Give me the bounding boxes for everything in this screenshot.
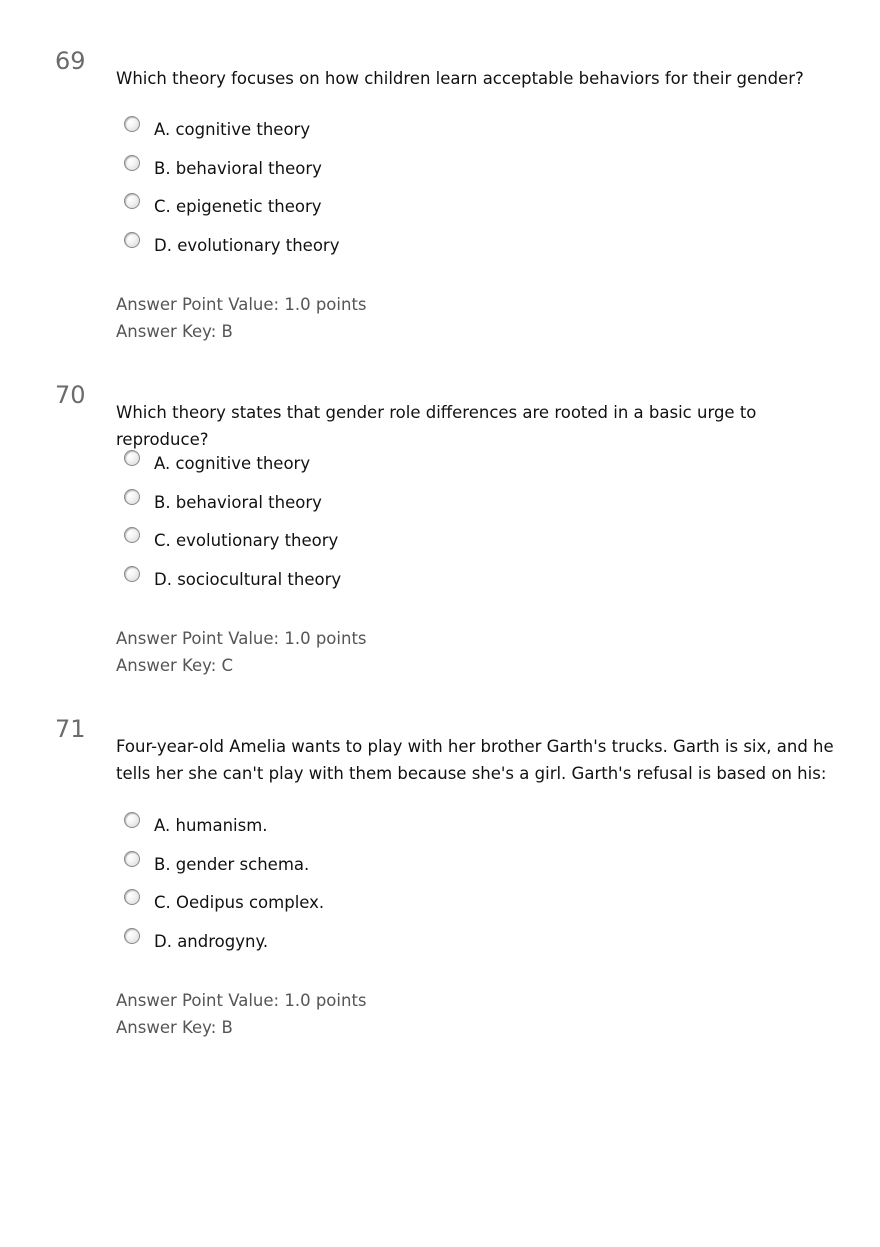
radio-button-icon[interactable] (124, 812, 140, 828)
answer-options (124, 116, 339, 270)
option-a[interactable] (124, 812, 324, 851)
option-label: B. behavioral theory (154, 492, 322, 512)
option-label: C. Oedipus complex. (154, 893, 325, 912)
option-label: A. cognitive theory (154, 120, 311, 139)
option-label: D. androgyny. (154, 931, 269, 951)
option-a[interactable] (124, 450, 341, 489)
option-label: A. cognitive theory (154, 454, 311, 473)
option-d[interactable] (124, 566, 341, 605)
option-c[interactable] (124, 889, 324, 928)
option-label: A. humanism. (154, 816, 268, 835)
option-d[interactable] (124, 232, 339, 271)
question-text: Which theory states that gender role differences are rooted in a basic urge to reproduce? (116, 403, 757, 449)
option-b[interactable] (124, 155, 339, 194)
option-label: D. evolutionary theory (154, 235, 340, 255)
answer-meta (116, 625, 367, 679)
radio-button-icon[interactable] (124, 232, 140, 248)
radio-button-icon[interactable] (124, 489, 140, 505)
point-value: Answer Point Value: 1.0 points (116, 295, 367, 314)
option-c[interactable] (124, 527, 341, 566)
option-label: D. sociocultural theory (154, 569, 342, 589)
radio-button-icon[interactable] (124, 527, 140, 543)
option-label: B. behavioral theory (154, 158, 322, 178)
answer-meta (116, 987, 367, 1041)
answer-key: Answer Key: B (116, 322, 233, 341)
radio-button-icon[interactable] (124, 450, 140, 466)
option-d[interactable] (124, 928, 324, 967)
option-a[interactable] (124, 116, 339, 155)
radio-button-icon[interactable] (124, 889, 140, 905)
answer-options (124, 812, 324, 966)
option-c[interactable] (124, 193, 339, 232)
answer-options (124, 450, 341, 604)
radio-button-icon[interactable] (124, 193, 140, 209)
point-value: Answer Point Value: 1.0 points (116, 629, 367, 648)
answer-key: Answer Key: C (116, 656, 234, 675)
point-value: Answer Point Value: 1.0 points (116, 991, 367, 1010)
radio-button-icon[interactable] (124, 928, 140, 944)
option-b[interactable] (124, 851, 324, 890)
radio-button-icon[interactable] (124, 116, 140, 132)
answer-key: Answer Key: B (116, 1018, 233, 1037)
question-text: Four-year-old Amelia wants to play with her brother Garth's trucks. Garth is six, and he tells her she can't play with them because she's a girl. Garth's refusal is based on his: (116, 737, 834, 783)
radio-button-icon[interactable] (124, 155, 140, 171)
question-number: 69 (55, 47, 86, 75)
option-label: C. evolutionary theory (154, 531, 339, 550)
question-text: Which theory focuses on how children learn acceptable behaviors for their gender? (116, 69, 804, 88)
radio-button-icon[interactable] (124, 851, 140, 867)
answer-meta (116, 291, 367, 345)
option-b[interactable] (124, 489, 341, 528)
question-number: 70 (55, 381, 86, 409)
radio-button-icon[interactable] (124, 566, 140, 582)
option-label: C. epigenetic theory (154, 197, 322, 216)
option-label: B. gender schema. (154, 854, 310, 874)
question-number: 71 (55, 715, 86, 743)
